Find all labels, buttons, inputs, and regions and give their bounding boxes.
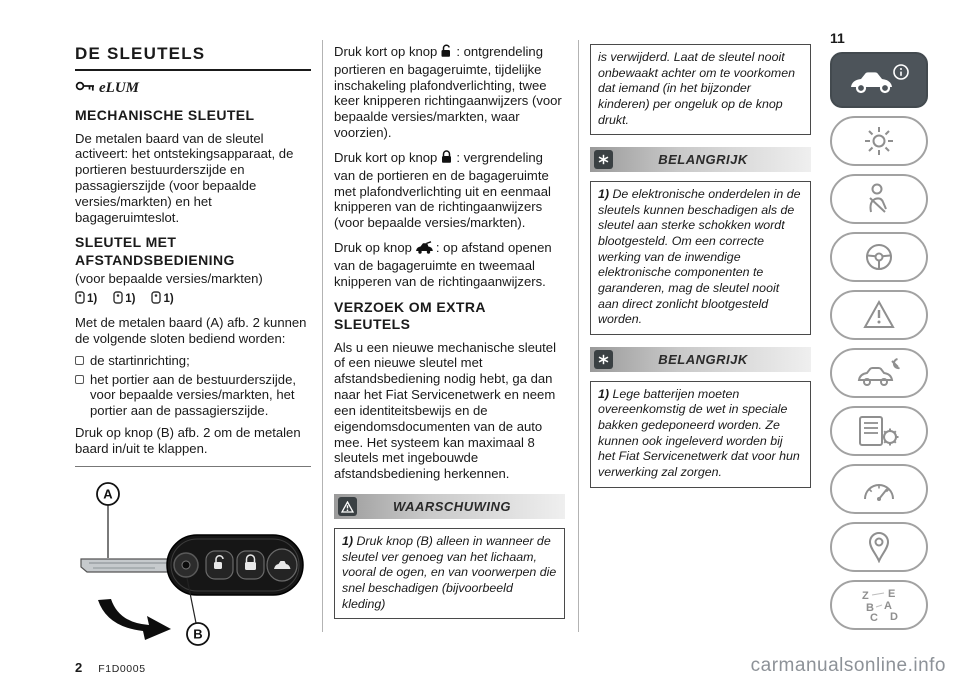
list-item: het portier aan de bestuurderszijde, voor bepaalde versies/markten, het portier aan de passagierszijde. bbox=[75, 372, 311, 419]
logo-text: eLUM bbox=[99, 80, 139, 96]
sidebar-tab-maintenance[interactable] bbox=[830, 348, 928, 398]
safety-person-icon bbox=[864, 182, 894, 216]
remote-key-icon bbox=[75, 291, 85, 307]
sidebar-tab-starting-driving[interactable] bbox=[830, 232, 928, 282]
important-header-bar bbox=[590, 147, 811, 172]
important-header-label: BELANGRIJK bbox=[658, 351, 748, 367]
figure-label-b: B bbox=[193, 626, 203, 642]
key-fob-diagram bbox=[75, 475, 311, 653]
metal-blade-intro: Met de metalen baard (A) afb. 2 kunnen de volgende sloten bediend worden: bbox=[75, 315, 307, 346]
important-note-1: 1) De elektronische onderdelen in de sleutels kunnen beschadigen als de sleutel aan sterke schokken wordt blootgesteld. Om een correcte werking van de inwendige elektronische componenten te garanderen, mag de sleutel nooit aan direct zonlicht blootgesteld worden. bbox=[590, 181, 811, 335]
mechanical-key-paragraph: De metalen baard van de sleutel activeert: het ontstekingsapparaat, de portieren bestuurderszijde en passagierszijde (voor bepaalde versies/markten) en het bagageruimteslot. bbox=[75, 130, 294, 225]
chapter-key-logo bbox=[75, 78, 311, 99]
sidebar-tab-navigation[interactable] bbox=[830, 522, 928, 572]
lock-button-icon bbox=[440, 150, 453, 168]
list-item: de startinrichting; bbox=[75, 353, 311, 369]
car-wrench-icon bbox=[857, 357, 901, 389]
sidebar-tab-dashboard[interactable] bbox=[830, 464, 928, 514]
versions-note: (voor bepaalde versies/markten) bbox=[75, 271, 263, 287]
sidebar-tab-emergency[interactable] bbox=[830, 290, 928, 340]
warning-header-bar bbox=[334, 494, 565, 519]
svg-text:D: D bbox=[890, 611, 898, 623]
warning-note: 1) Druk knop (B) alleen in wanneer de sleutel ver genoeg van het lichaam, vooral de ogen, en van voorwerpen die snel beschadigen (bijvoorbeeld kleding) bbox=[334, 528, 565, 619]
svg-text:B: B bbox=[866, 602, 874, 614]
map-pin-icon bbox=[866, 531, 892, 563]
page-number: 11 bbox=[830, 30, 845, 46]
figure-key-fob bbox=[75, 466, 311, 675]
remote-key-icon bbox=[151, 291, 161, 307]
left-column bbox=[75, 44, 311, 675]
right-column bbox=[590, 44, 811, 498]
key-icon bbox=[75, 78, 96, 99]
section-title-extra-keys: VERZOEK OM EXTRA SLEUTELS bbox=[334, 298, 486, 333]
trunk-paragraph: Druk op knop : op afstand openen van de bagageruimte en tweemaal knipperen van de richtingaanwijzers. bbox=[334, 240, 552, 289]
figure-caption bbox=[75, 660, 311, 675]
technical-data-icon bbox=[858, 415, 900, 447]
middle-column bbox=[334, 44, 565, 629]
emergency-triangle-icon bbox=[862, 299, 896, 331]
svg-text:E: E bbox=[888, 588, 896, 600]
footnote-marker: 1) bbox=[75, 291, 97, 307]
figure-label-a: A bbox=[103, 486, 113, 502]
unlock-paragraph: Druk kort op knop : ontgrendeling portieren en bagageruimte, tijdelijke inschakeling plafondverlichting, twee keer knipperen richtingaanwijzers (voor bepaalde versies/markten, waar voorzien). bbox=[334, 44, 562, 141]
unlock-button-icon bbox=[440, 44, 453, 62]
column-divider bbox=[322, 40, 323, 632]
car-info-icon bbox=[847, 62, 911, 98]
important-asterisk-icon bbox=[594, 350, 613, 369]
important-header-label: BELANGRIJK bbox=[658, 152, 748, 168]
warning-note-continuation: is verwijderd. Laat de sleutel nooit onbewaakt achter om te voorkomen dat iemand (in het bijzonder kinderen) per ongeluk op de knop drukt. bbox=[590, 44, 811, 135]
alphabetical-index-icon bbox=[856, 587, 902, 623]
locks-list bbox=[75, 353, 311, 419]
sidebar-tab-alphabetical-index[interactable] bbox=[830, 580, 928, 630]
important-header-bar bbox=[590, 347, 811, 372]
page-title: DE SLEUTELS bbox=[75, 44, 311, 71]
bullet-icon bbox=[75, 356, 84, 365]
gauge-icon bbox=[861, 474, 897, 504]
warning-triangle-icon bbox=[338, 497, 357, 516]
bullet-icon bbox=[75, 375, 84, 384]
footnote-marker: 1) bbox=[113, 291, 135, 307]
section-title-mechanical-key: MECHANISCHE SLEUTEL bbox=[75, 107, 255, 123]
lights-icon bbox=[862, 124, 896, 158]
svg-text:A: A bbox=[884, 600, 892, 612]
footnote-marker-row bbox=[75, 291, 311, 307]
steering-wheel-icon bbox=[862, 240, 896, 274]
column-divider bbox=[578, 40, 579, 632]
remote-key-icon bbox=[113, 291, 123, 307]
chapter-sidebar bbox=[830, 52, 930, 638]
sidebar-tab-lights[interactable] bbox=[830, 116, 928, 166]
sidebar-tab-safety[interactable] bbox=[830, 174, 928, 224]
section-title-remote-key: SLEUTEL MET AFSTANDSBEDIENING bbox=[75, 234, 235, 268]
svg-text:Z: Z bbox=[862, 590, 869, 602]
warning-header-label: WAARSCHUWING bbox=[393, 499, 511, 515]
sidebar-tab-technical-data[interactable] bbox=[830, 406, 928, 456]
lock-paragraph: Druk kort op knop : vergrendeling van de portieren en de bagageruimte met plafondverlichting uit en eenmaal knipperen van de richtingaanwijzers (voor bepaalde versies/markten). bbox=[334, 149, 551, 231]
extra-keys-paragraph: Als u een nieuwe mechanische sleutel of een nieuwe sleutel met afstandsbediening nodig hebt, ga dan naar het Fiat Servicenetwerk en neem een identiteitsbewijs en de eigendomsdocumenten van de auto mee. Het systeem kan maximaal 8 sleutels met ingebouwde afstandsbediening herkennen. bbox=[334, 339, 556, 482]
figure-number: 2 bbox=[75, 659, 83, 675]
trunk-button-icon bbox=[415, 241, 433, 258]
important-asterisk-icon bbox=[594, 150, 613, 169]
sidebar-tab-car-overview[interactable] bbox=[830, 52, 928, 108]
figure-code: F1D0005 bbox=[98, 662, 146, 675]
important-note-2: 1) Lege batterijen moeten overeenkomstig de wet in speciale bakken gedeponeerd worden. Ze kunnen ook ingeleverd worden bij het Fiat Servicenetwerk dat voor hun verwerking zal zorgen. bbox=[590, 381, 811, 488]
footnote-marker: 1) bbox=[151, 291, 173, 307]
watermark: carmanualsonline.info bbox=[750, 655, 946, 676]
svg-text:C: C bbox=[870, 612, 878, 623]
fold-key-paragraph: Druk op knop (B) afb. 2 om de metalen baard in/uit te klappen. bbox=[75, 425, 301, 456]
